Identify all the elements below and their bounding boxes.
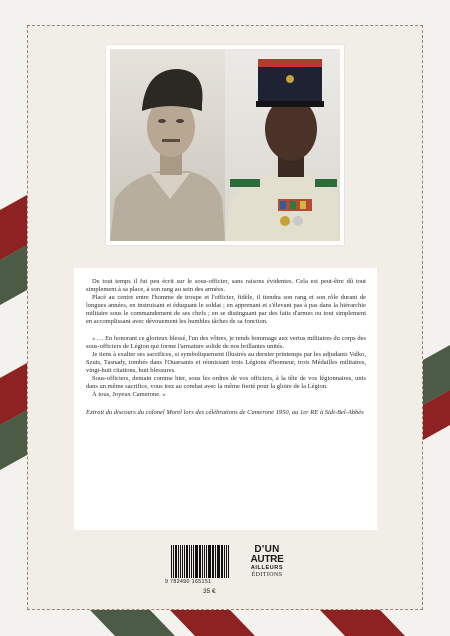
barcode-bar	[222, 545, 223, 578]
barcode-bar	[184, 545, 185, 578]
publisher-line2: AUTRE	[250, 554, 284, 565]
barcode-bar	[175, 545, 176, 578]
barcode-bar	[171, 545, 172, 578]
barcode-bar	[176, 545, 177, 578]
barcode-bar	[218, 545, 220, 578]
barcode-bar	[182, 545, 183, 578]
barcode-bar	[224, 545, 225, 578]
quote-paragraph: Sous-officiers, demain comme hier, sous les ordres de vos officiers, à la tête de vos légionnaires, unis dans un même sacrifice, vous irez au combat avec la même fierté pour la gloire de la Légion.	[86, 375, 366, 391]
barcode-bars	[171, 545, 229, 578]
barcode-bar	[187, 545, 188, 578]
barcode-bar	[199, 545, 200, 578]
publisher-line3: AILLEURS	[250, 565, 284, 571]
paragraph: Placé au centre entre l'homme de troupe et l'officier, fidèle, il tiendra son rang et son rôle durant de longues années, en instruisant et éduquant le soldat ; en apprenant et s'élevant pas à pas dans la hiérarchie militaire sous le commandement de ses chefs ; en se distinguant par des faits d'armes ou tout simplement en accomplissant avec dévouement les humbles tâches de sa fonction.	[86, 294, 366, 326]
barcode-bar	[195, 545, 196, 578]
barcode-bar	[180, 545, 181, 578]
barcode-bar	[208, 545, 209, 578]
barcode-bar	[204, 545, 206, 578]
cover-photo	[106, 45, 344, 245]
publisher-line4: ÉDITIONS	[251, 572, 283, 578]
barcode-bar	[173, 545, 174, 578]
publisher-logo	[245, 545, 289, 579]
barcode-bar	[193, 545, 194, 578]
quote-paragraph: « … En honorant ce glorieux blessé, l'un des vôtres, je rends hommage aux vertus militaires du corps des sous-officiers de Légion qui forme l'armature solide de nos brillantes unités.	[86, 334, 366, 350]
barcode-bar	[226, 545, 227, 578]
barcode-bar	[189, 545, 190, 578]
barcode-bar	[228, 545, 229, 578]
isbn-barcode	[165, 545, 231, 589]
barcode-bar	[212, 545, 213, 578]
quote-paragraph: Je tiens à exalter ses sacrifices, si symboliquement illustrés au dernier printemps par les adjudants Valko, Szuts, Tasnady, tombés dans l'Ouarsanis et réunissant trois Légions d'honneur, trois Médailles militaires, vingt-huit citations, huit blessures.	[86, 350, 366, 374]
barcode-bar	[196, 545, 197, 578]
quote-paragraph: À tous, Joyeux Camerone. »	[92, 391, 166, 399]
barcode-bar	[209, 545, 210, 578]
barcode-bar	[178, 545, 180, 578]
citation: Extrait du discours du colonel Morel lors des célébrations de Camerone 1950, au 1er RE à Sidi-Bel-Abbès	[86, 409, 364, 417]
barcode-bar	[213, 545, 214, 578]
barcode-bar	[200, 545, 201, 578]
barcode-bar	[202, 545, 203, 578]
isbn-number: 9 782490 165151	[165, 579, 212, 585]
publisher-line1: D'UN	[254, 544, 280, 555]
price: 35 €	[203, 588, 216, 595]
paragraph: De tout temps il fut peu écrit sur le sous-officier, sans raisons évidentes. Cela est peut-être dû tout simplement à sa place, à son rang au sein des armées.	[86, 278, 366, 294]
barcode-bar	[186, 545, 187, 578]
barcode-bar	[215, 545, 216, 578]
barcode-bar	[206, 545, 207, 578]
barcode-bar	[191, 545, 193, 578]
portraits-image	[110, 49, 340, 241]
barcode-bar	[217, 545, 218, 578]
barcode-bar	[221, 545, 222, 578]
back-cover-text	[74, 268, 377, 530]
